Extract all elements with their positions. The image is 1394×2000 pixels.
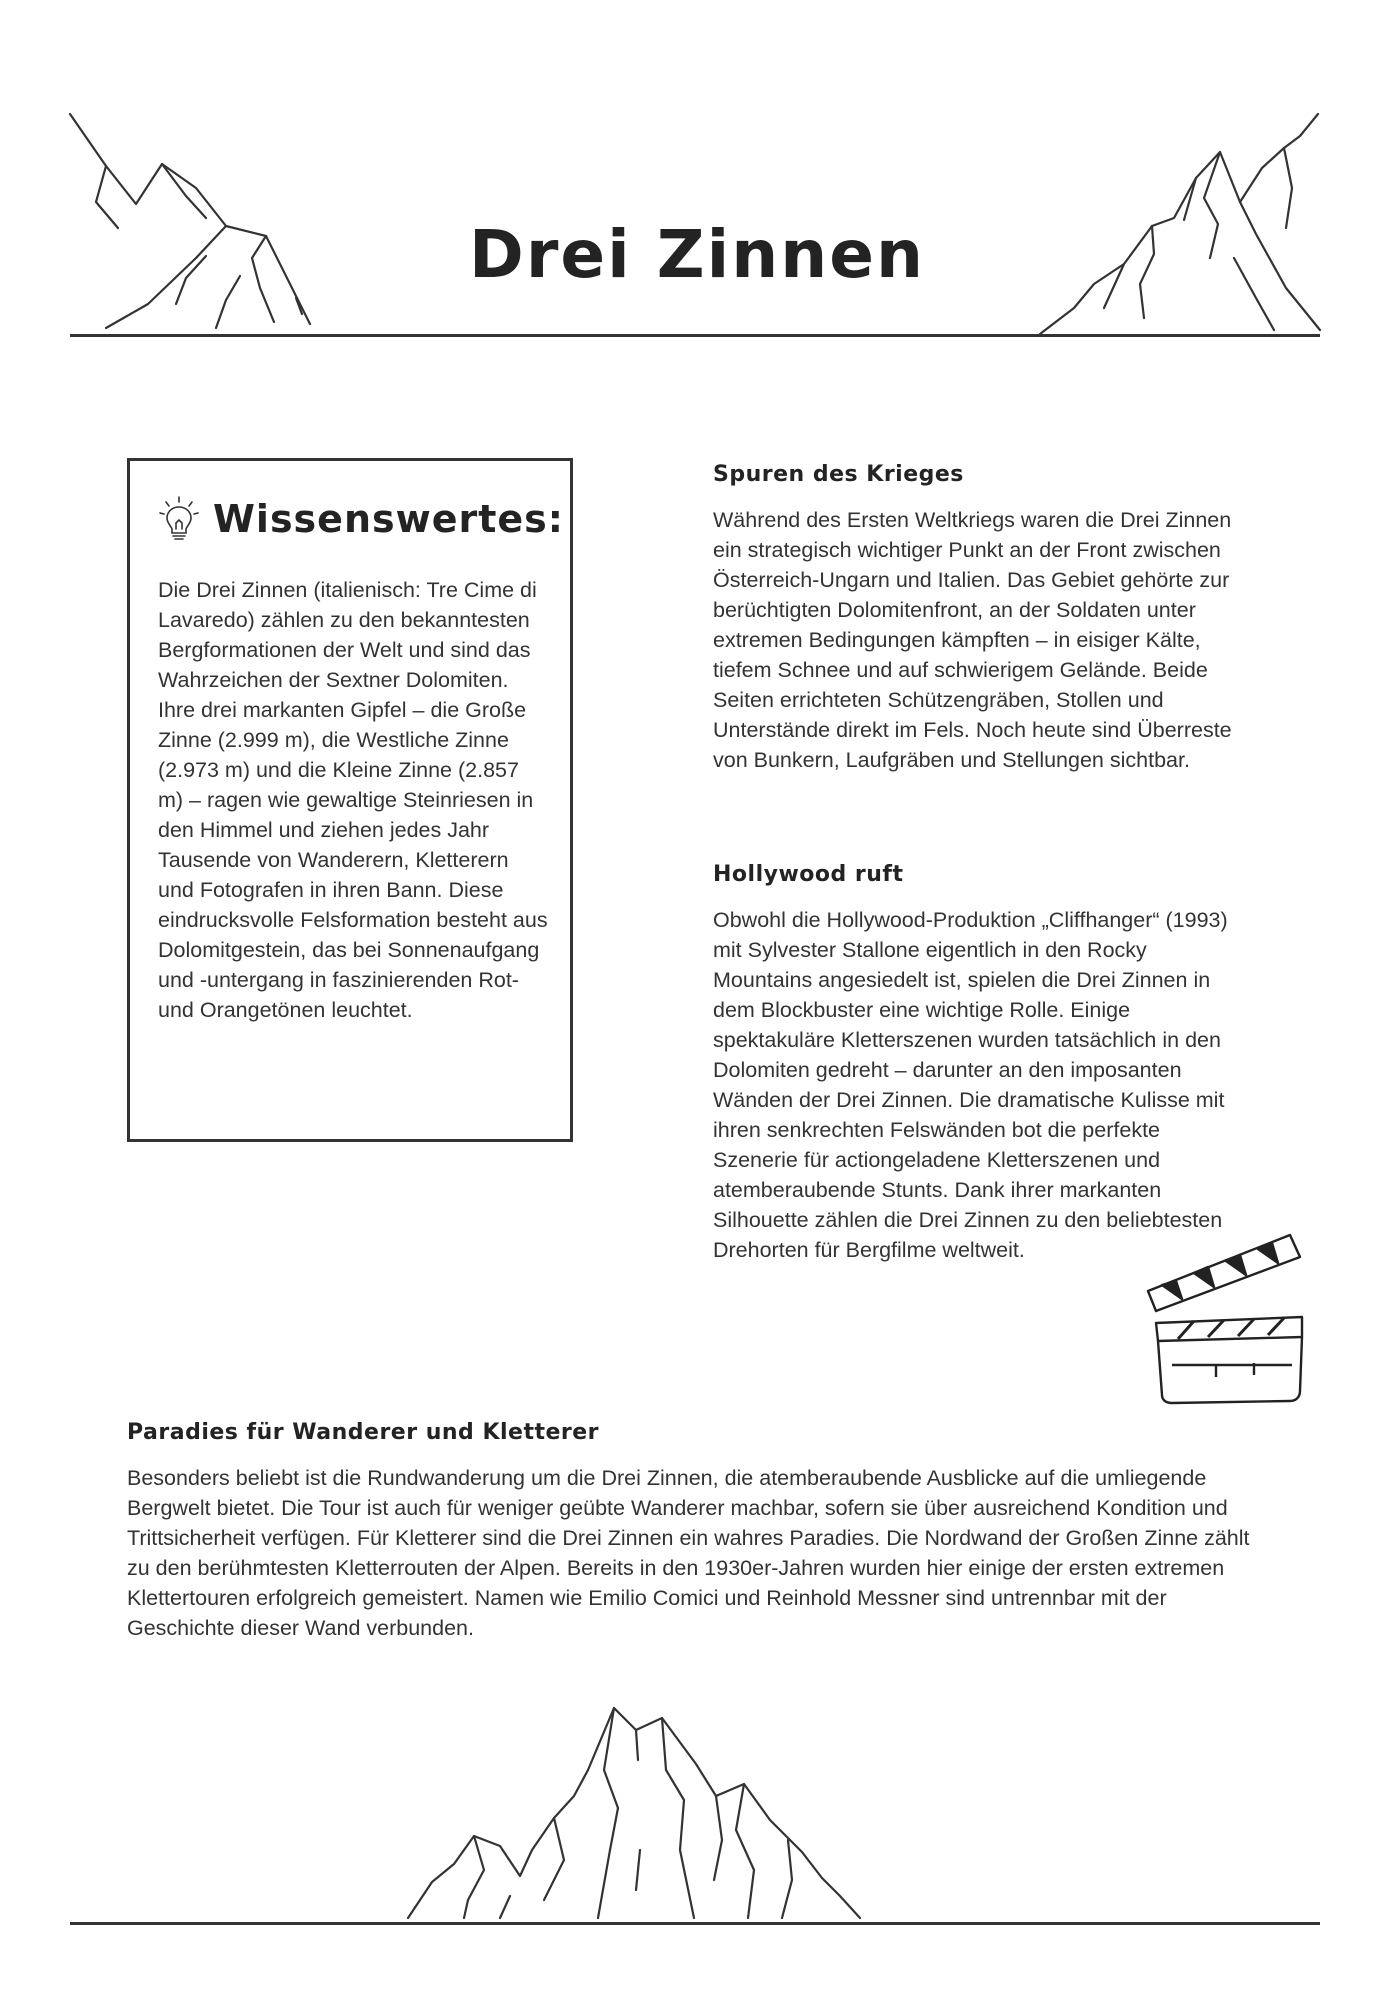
section-hollywood	[713, 862, 1243, 1265]
info-box-header	[159, 495, 564, 543]
footer-divider	[70, 1922, 1320, 1925]
section-krieg	[713, 462, 1258, 775]
header-divider	[70, 334, 1320, 337]
section-heading: Hollywood ruft	[713, 862, 904, 887]
section-text: Während des Ersten Weltkriegs waren die Drei Zinnen ein strategisch wichtiger Punkt an der Front zwischen Österreich-Ungarn und Italien. Das Gebiet gehörte zur berüchtigten Dolomitenfront, an der Soldaten unter extremen Bedingungen kämpften – in eisiger Kälte, tiefem Schnee und auf schwierigem Gelände. Beide Seiten errichteten Schützengräben, Stollen und Unterstände direkt im Fels. Noch heute sind Überreste von Bunkern, Laufgräben und Stellungen sichtbar.	[713, 508, 1232, 772]
info-box-text: Die Drei Zinnen (italienisch: Tre Cime di Lavaredo) zählen zu den bekanntesten Bergformationen der Welt und sind das Wahrzeichen der Sextner Dolomiten. Ihre drei markanten Gipfel – die Große Zinne (2.999 m), die Westliche Zinne (2.973 m) und die Kleine Zinne (2.857 m) – ragen wie gewaltige Steinriesen in den Himmel und ziehen jedes Jahr Tausende von Wanderern, Kletterern und Fotografen in ihren Bann. Diese eindrucksvolle Felsformation besteht aus Dolomitgestein, das bei Sonnenaufgang und -untergang in faszinierenden Rot- und Orangetönen leuchtet.	[158, 578, 548, 1022]
section-paradies	[127, 1420, 1277, 1643]
page-title: Drei Zinnen	[469, 216, 925, 293]
info-box-heading: Wissenswertes:	[213, 497, 564, 541]
section-heading: Spuren des Krieges	[713, 462, 964, 487]
mountains-footer-illustration	[404, 1700, 884, 1922]
lightbulb-icon	[159, 495, 199, 543]
clapperboard-icon	[1142, 1225, 1312, 1405]
info-box	[127, 458, 573, 1142]
section-text: Besonders beliebt ist die Rundwanderung um die Drei Zinnen, die atemberaubende Ausblicke auf die umliegende Bergwelt bietet. Die Tour ist auch für weniger geübte Wanderer machbar, sofern sie über ausreichend Kondition und Trittsicherheit verfügen. Für Kletterer sind die Drei Zinnen ein wahres Paradies. Die Nordwand der Großen Zinne zählt zu den berühmtesten Kletterrouten der Alpen. Bereits in den 1930er-Jahren wurden hier einige der ersten extremen Klettertouren erfolgreich gemeistert. Namen wie Emilio Comici und Reinhold Messner sind untrennbar mit der Geschichte dieser Wand verbunden.	[127, 1466, 1250, 1640]
section-heading: Paradies für Wanderer und Kletterer	[127, 1420, 600, 1445]
section-text: Obwohl die Hollywood-Produktion „Cliffhanger“ (1993) mit Sylvester Stallone eigentlich in den Rocky Mountains angesiedelt ist, spielen die Drei Zinnen in dem Blockbuster eine wichtige Rolle. Einige spektakuläre Kletterszenen wurden tatsächlich in den Dolomiten gedreht – darunter an den imposanten Wänden der Drei Zinnen. Die dramatische Kulisse mit ihren senkrechten Felswänden bot die perfekte Szenerie für actiongeladene Kletterszenen und atemberaubende Stunts. Dank ihrer markanten Silhouette zählen die Drei Zinnen zu den beliebtesten Drehorten für Bergfilme weltweit.	[713, 908, 1228, 1262]
